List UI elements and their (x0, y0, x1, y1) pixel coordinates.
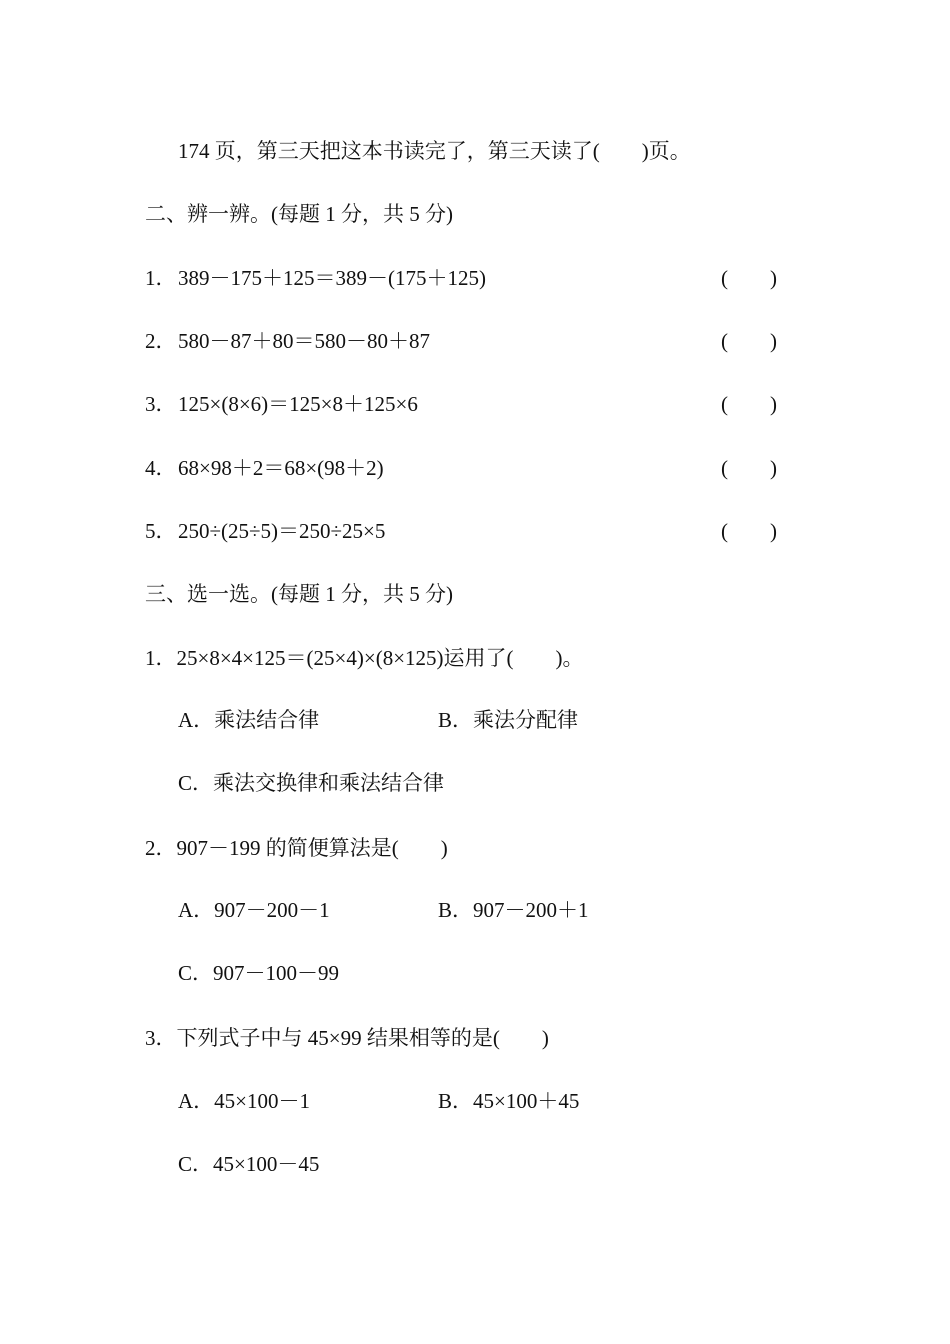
judge-item-text: 250÷(25÷5)＝250÷25×5 (178, 519, 386, 543)
judge-item-number: 2． (145, 329, 177, 353)
choice-question-stem: 1．25×8×4×125＝(25×4)×(8×125)运用了( )。 (145, 646, 584, 670)
judge-item-number: 1． (145, 266, 177, 290)
judge-item-text: 68×98＋2＝68×(98＋2) (178, 456, 384, 480)
choice-option-a: A．45×100－1 (178, 1089, 311, 1113)
judge-item-text: 580－87＋80＝580－80＋87 (178, 329, 430, 353)
answer-blank: ( ) (721, 456, 777, 480)
section3-heading: 三、选一选。(每题 1 分，共 5 分) (145, 582, 453, 606)
choice-option-c: C．907－100－99 (178, 961, 340, 985)
choice-option-b: B．907－200＋1 (438, 898, 589, 922)
answer-blank: ( ) (721, 519, 777, 543)
choice-option-b: B．乘法分配律 (438, 708, 579, 732)
choice-question-stem: 2．907－199 的简便算法是( ) (145, 836, 448, 860)
choice-option-c: C．乘法交换律和乘法结合律 (178, 771, 445, 795)
judge-item-text: 389－175＋125＝389－(175＋125) (178, 266, 486, 290)
answer-blank: ( ) (721, 266, 777, 290)
choice-question-stem: 3．下列式子中与 45×99 结果相等的是( ) (145, 1026, 549, 1050)
judge-item-number: 3． (145, 392, 177, 416)
judge-item-text: 125×(8×6)＝125×8＋125×6 (178, 392, 418, 416)
judge-item-number: 5． (145, 519, 177, 543)
choice-option-c: C．45×100－45 (178, 1152, 320, 1176)
question-continuation: 174 页，第三天把这本书读完了，第三天读了( )页。 (178, 139, 691, 163)
judge-item-number: 4． (145, 456, 177, 480)
answer-blank: ( ) (721, 392, 777, 416)
answer-blank: ( ) (721, 329, 777, 353)
choice-option-a: A．907－200－1 (178, 898, 330, 922)
choice-option-a: A．乘法结合律 (178, 708, 320, 732)
choice-option-b: B．45×100＋45 (438, 1089, 580, 1113)
section2-heading: 二、辨一辨。(每题 1 分，共 5 分) (145, 202, 453, 226)
